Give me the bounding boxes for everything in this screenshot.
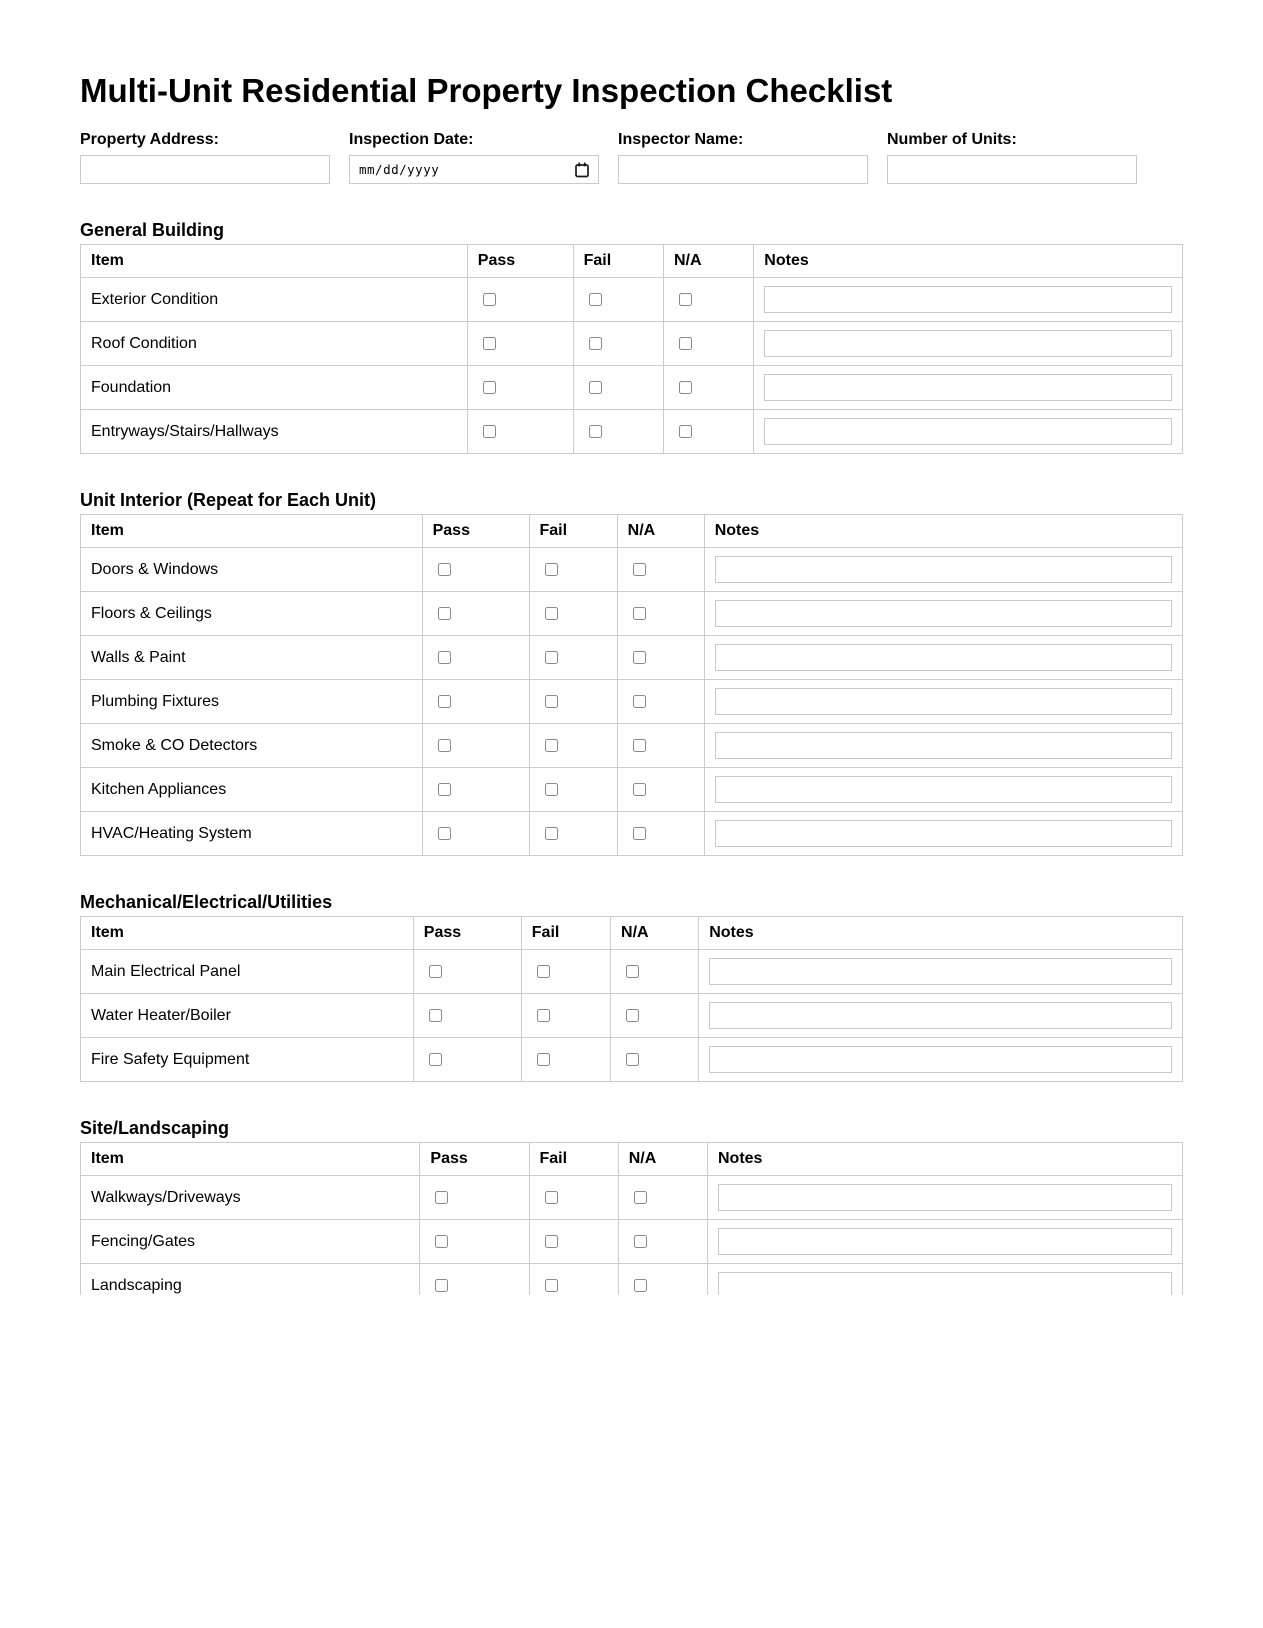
- roof-condition-notes-input[interactable]: [764, 330, 1172, 357]
- walls-paint-notes-input[interactable]: [715, 644, 1172, 671]
- smoke-co-detectors-fail-checkbox[interactable]: [545, 739, 558, 752]
- field-number-of-units: [887, 131, 1137, 184]
- column-header-item: Item: [81, 245, 468, 278]
- fire-safety-equipment-fail-checkbox[interactable]: [537, 1053, 550, 1066]
- column-header-na: N/A: [663, 245, 753, 278]
- column-header-pass: Pass: [422, 515, 529, 548]
- fail-cell: [521, 994, 610, 1038]
- main-electrical-panel-pass-checkbox[interactable]: [429, 965, 442, 978]
- section-mechanical-electrical-utilities: [80, 892, 1183, 1082]
- section-heading-general-building: General Building: [80, 220, 225, 240]
- header-fields: [80, 131, 1183, 184]
- walkways-driveways-pass-checkbox[interactable]: [435, 1191, 448, 1204]
- floors-ceilings-na-checkbox[interactable]: [633, 607, 646, 620]
- kitchen-appliances-pass-checkbox[interactable]: [438, 783, 451, 796]
- number-of-units-input[interactable]: [887, 155, 1137, 184]
- landscaping-fail-checkbox[interactable]: [545, 1279, 558, 1292]
- hvac-heating-system-na-checkbox[interactable]: [633, 827, 646, 840]
- section-general-building: [80, 220, 1183, 454]
- fail-cell: [521, 1038, 610, 1082]
- table-row-walls-paint: [81, 636, 1183, 680]
- item-label-landscaping: Landscaping: [81, 1264, 420, 1296]
- column-header-na: N/A: [618, 1143, 707, 1176]
- column-header-pass: Pass: [467, 245, 573, 278]
- entryways-stairs-hallways-pass-checkbox[interactable]: [483, 425, 496, 438]
- landscaping-pass-checkbox[interactable]: [435, 1279, 448, 1292]
- section-heading-mechanical-electrical-utilities: Mechanical/Electrical/Utilities: [80, 892, 333, 912]
- header-row: [81, 515, 1183, 548]
- item-label-smoke-co-detectors: Smoke & CO Detectors: [81, 724, 423, 768]
- pass-cell: [467, 278, 573, 322]
- table-row-floors-ceilings: [81, 592, 1183, 636]
- foundation-pass-checkbox[interactable]: [483, 381, 496, 394]
- plumbing-fixtures-fail-checkbox[interactable]: [545, 695, 558, 708]
- table-row-landscaping: [81, 1264, 1183, 1296]
- notes-cell: [699, 950, 1183, 994]
- fail-cell: [529, 680, 617, 724]
- notes-cell: [704, 592, 1182, 636]
- na-cell: [663, 366, 753, 410]
- fail-cell: [529, 768, 617, 812]
- pass-cell: [467, 366, 573, 410]
- item-label-fire-safety-equipment: Fire Safety Equipment: [81, 1038, 414, 1082]
- fail-cell: [573, 278, 663, 322]
- fail-cell: [573, 366, 663, 410]
- column-header-notes: Notes: [708, 1143, 1183, 1176]
- table-row-exterior-condition: [81, 278, 1183, 322]
- hvac-heating-system-notes-input[interactable]: [715, 820, 1172, 847]
- water-heater-boiler-pass-checkbox[interactable]: [429, 1009, 442, 1022]
- notes-cell: [754, 278, 1183, 322]
- item-label-kitchen-appliances: Kitchen Appliances: [81, 768, 423, 812]
- notes-cell: [754, 322, 1183, 366]
- exterior-condition-pass-checkbox[interactable]: [483, 293, 496, 306]
- item-label-fencing-gates: Fencing/Gates: [81, 1220, 420, 1264]
- section-heading-site-landscaping: Site/Landscaping: [80, 1118, 230, 1138]
- table-row-fencing-gates: [81, 1220, 1183, 1264]
- entryways-stairs-hallways-na-checkbox[interactable]: [679, 425, 692, 438]
- field-property-address: [80, 131, 330, 184]
- walls-paint-fail-checkbox[interactable]: [545, 651, 558, 664]
- inspection-date-input[interactable]: [349, 155, 599, 184]
- na-cell: [617, 812, 704, 856]
- fail-cell: [529, 724, 617, 768]
- mechanical-electrical-utilities-table: [80, 916, 1183, 1082]
- roof-condition-na-checkbox[interactable]: [679, 337, 692, 350]
- table-row-hvac-heating-system: [81, 812, 1183, 856]
- calendar-icon[interactable]: [575, 162, 589, 178]
- column-header-item: Item: [81, 917, 414, 950]
- fire-safety-equipment-pass-checkbox[interactable]: [429, 1053, 442, 1066]
- column-header-notes: Notes: [699, 917, 1183, 950]
- pass-cell: [467, 410, 573, 454]
- fire-safety-equipment-notes-input[interactable]: [709, 1046, 1172, 1073]
- table-row-main-electrical-panel: [81, 950, 1183, 994]
- pass-cell: [422, 680, 529, 724]
- header-row: [81, 245, 1183, 278]
- main-electrical-panel-notes-input[interactable]: [709, 958, 1172, 985]
- main-electrical-panel-na-checkbox[interactable]: [626, 965, 639, 978]
- fail-cell: [573, 410, 663, 454]
- notes-cell: [704, 636, 1182, 680]
- column-header-fail: Fail: [529, 515, 617, 548]
- na-cell: [618, 1176, 707, 1220]
- na-cell: [617, 724, 704, 768]
- notes-cell: [704, 548, 1182, 592]
- fail-cell: [529, 1264, 618, 1296]
- notes-cell: [699, 1038, 1183, 1082]
- kitchen-appliances-notes-input[interactable]: [715, 776, 1172, 803]
- fail-cell: [529, 548, 617, 592]
- na-cell: [617, 636, 704, 680]
- pass-cell: [420, 1176, 529, 1220]
- kitchen-appliances-na-checkbox[interactable]: [633, 783, 646, 796]
- table-row-entryways-stairs-hallways: [81, 410, 1183, 454]
- column-header-notes: Notes: [754, 245, 1183, 278]
- walkways-driveways-fail-checkbox[interactable]: [545, 1191, 558, 1204]
- site-landscaping-table: [80, 1142, 1183, 1295]
- pass-cell: [413, 950, 521, 994]
- notes-cell: [708, 1220, 1183, 1264]
- number-of-units-label: Number of Units:: [887, 131, 1017, 148]
- table-row-foundation: [81, 366, 1183, 410]
- na-cell: [618, 1264, 707, 1296]
- item-label-exterior-condition: Exterior Condition: [81, 278, 468, 322]
- item-label-roof-condition: Roof Condition: [81, 322, 468, 366]
- field-inspector-name: [618, 131, 868, 184]
- landscaping-notes-input[interactable]: [718, 1272, 1172, 1295]
- fail-cell: [521, 950, 610, 994]
- na-cell: [611, 950, 699, 994]
- inspector-name-label: Inspector Name:: [618, 131, 744, 148]
- pass-cell: [422, 768, 529, 812]
- floors-ceilings-notes-input[interactable]: [715, 600, 1172, 627]
- column-header-fail: Fail: [529, 1143, 618, 1176]
- exterior-condition-na-checkbox[interactable]: [679, 293, 692, 306]
- general-building-table: [80, 244, 1183, 454]
- kitchen-appliances-fail-checkbox[interactable]: [545, 783, 558, 796]
- checklist-sections: [80, 220, 1183, 1295]
- pass-cell: [420, 1264, 529, 1296]
- roof-condition-pass-checkbox[interactable]: [483, 337, 496, 350]
- doors-windows-pass-checkbox[interactable]: [438, 563, 451, 576]
- section-site-landscaping: [80, 1118, 1183, 1295]
- table-row-doors-windows: [81, 548, 1183, 592]
- na-cell: [663, 322, 753, 366]
- column-header-pass: Pass: [413, 917, 521, 950]
- landscaping-na-checkbox[interactable]: [634, 1279, 647, 1292]
- notes-cell: [704, 724, 1182, 768]
- item-label-walls-paint: Walls & Paint: [81, 636, 423, 680]
- na-cell: [663, 278, 753, 322]
- inspection-date-placeholder: mm/dd/yyyy: [359, 162, 440, 177]
- foundation-fail-checkbox[interactable]: [589, 381, 602, 394]
- water-heater-boiler-na-checkbox[interactable]: [626, 1009, 639, 1022]
- header-row: [81, 917, 1183, 950]
- notes-cell: [704, 768, 1182, 812]
- entryways-stairs-hallways-fail-checkbox[interactable]: [589, 425, 602, 438]
- column-header-na: N/A: [611, 917, 699, 950]
- section-heading-unit-interior: Unit Interior (Repeat for Each Unit): [80, 490, 377, 510]
- fencing-gates-pass-checkbox[interactable]: [435, 1235, 448, 1248]
- foundation-na-checkbox[interactable]: [679, 381, 692, 394]
- fail-cell: [529, 1220, 618, 1264]
- smoke-co-detectors-na-checkbox[interactable]: [633, 739, 646, 752]
- column-header-na: N/A: [617, 515, 704, 548]
- table-row-plumbing-fixtures: [81, 680, 1183, 724]
- na-cell: [617, 548, 704, 592]
- property-address-input[interactable]: [80, 155, 330, 184]
- pass-cell: [413, 994, 521, 1038]
- na-cell: [611, 994, 699, 1038]
- fencing-gates-fail-checkbox[interactable]: [545, 1235, 558, 1248]
- fail-cell: [529, 1176, 618, 1220]
- na-cell: [611, 1038, 699, 1082]
- pass-cell: [422, 812, 529, 856]
- exterior-condition-notes-input[interactable]: [764, 286, 1172, 313]
- na-cell: [617, 592, 704, 636]
- page-title: Multi-Unit Residential Property Inspection Checklist: [80, 72, 893, 109]
- item-label-walkways-driveways: Walkways/Driveways: [81, 1176, 420, 1220]
- fail-cell: [529, 592, 617, 636]
- column-header-item: Item: [81, 1143, 420, 1176]
- water-heater-boiler-notes-input[interactable]: [709, 1002, 1172, 1029]
- smoke-co-detectors-pass-checkbox[interactable]: [438, 739, 451, 752]
- item-label-doors-windows: Doors & Windows: [81, 548, 423, 592]
- notes-cell: [754, 410, 1183, 454]
- fencing-gates-notes-input[interactable]: [718, 1228, 1172, 1255]
- field-inspection-date: [349, 131, 599, 184]
- roof-condition-fail-checkbox[interactable]: [589, 337, 602, 350]
- section-unit-interior: [80, 490, 1183, 856]
- item-label-floors-ceilings: Floors & Ceilings: [81, 592, 423, 636]
- item-label-foundation: Foundation: [81, 366, 468, 410]
- column-header-notes: Notes: [704, 515, 1182, 548]
- table-row-water-heater-boiler: [81, 994, 1183, 1038]
- na-cell: [617, 680, 704, 724]
- notes-cell: [708, 1264, 1183, 1296]
- na-cell: [617, 768, 704, 812]
- na-cell: [618, 1220, 707, 1264]
- walkways-driveways-na-checkbox[interactable]: [634, 1191, 647, 1204]
- doors-windows-fail-checkbox[interactable]: [545, 563, 558, 576]
- plumbing-fixtures-notes-input[interactable]: [715, 688, 1172, 715]
- item-label-plumbing-fixtures: Plumbing Fixtures: [81, 680, 423, 724]
- notes-cell: [704, 812, 1182, 856]
- item-label-water-heater-boiler: Water Heater/Boiler: [81, 994, 414, 1038]
- unit-interior-table: [80, 514, 1183, 856]
- pass-cell: [422, 636, 529, 680]
- fail-cell: [529, 636, 617, 680]
- column-header-pass: Pass: [420, 1143, 529, 1176]
- entryways-stairs-hallways-notes-input[interactable]: [764, 418, 1172, 445]
- table-row-smoke-co-detectors: [81, 724, 1183, 768]
- fail-cell: [529, 812, 617, 856]
- table-row-kitchen-appliances: [81, 768, 1183, 812]
- na-cell: [663, 410, 753, 454]
- pass-cell: [420, 1220, 529, 1264]
- walls-paint-pass-checkbox[interactable]: [438, 651, 451, 664]
- pass-cell: [422, 592, 529, 636]
- hvac-heating-system-pass-checkbox[interactable]: [438, 827, 451, 840]
- header-row: [81, 1143, 1183, 1176]
- hvac-heating-system-fail-checkbox[interactable]: [545, 827, 558, 840]
- floors-ceilings-fail-checkbox[interactable]: [545, 607, 558, 620]
- column-header-item: Item: [81, 515, 423, 548]
- column-header-fail: Fail: [521, 917, 610, 950]
- fencing-gates-na-checkbox[interactable]: [634, 1235, 647, 1248]
- notes-cell: [708, 1176, 1183, 1220]
- item-label-hvac-heating-system: HVAC/Heating System: [81, 812, 423, 856]
- property-address-label: Property Address:: [80, 131, 219, 148]
- inspector-name-input[interactable]: [618, 155, 868, 184]
- floors-ceilings-pass-checkbox[interactable]: [438, 607, 451, 620]
- main-electrical-panel-fail-checkbox[interactable]: [537, 965, 550, 978]
- exterior-condition-fail-checkbox[interactable]: [589, 293, 602, 306]
- foundation-notes-input[interactable]: [764, 374, 1172, 401]
- plumbing-fixtures-pass-checkbox[interactable]: [438, 695, 451, 708]
- inspection-date-label: Inspection Date:: [349, 131, 474, 148]
- doors-windows-na-checkbox[interactable]: [633, 563, 646, 576]
- notes-cell: [699, 994, 1183, 1038]
- fail-cell: [573, 322, 663, 366]
- pass-cell: [422, 724, 529, 768]
- item-label-entryways-stairs-hallways: Entryways/Stairs/Hallways: [81, 410, 468, 454]
- table-row-roof-condition: [81, 322, 1183, 366]
- doors-windows-notes-input[interactable]: [715, 556, 1172, 583]
- notes-cell: [704, 680, 1182, 724]
- table-row-walkways-driveways: [81, 1176, 1183, 1220]
- fire-safety-equipment-na-checkbox[interactable]: [626, 1053, 639, 1066]
- walls-paint-na-checkbox[interactable]: [633, 651, 646, 664]
- table-row-fire-safety-equipment: [81, 1038, 1183, 1082]
- column-header-fail: Fail: [573, 245, 663, 278]
- plumbing-fixtures-na-checkbox[interactable]: [633, 695, 646, 708]
- smoke-co-detectors-notes-input[interactable]: [715, 732, 1172, 759]
- walkways-driveways-notes-input[interactable]: [718, 1184, 1172, 1211]
- item-label-main-electrical-panel: Main Electrical Panel: [81, 950, 414, 994]
- pass-cell: [467, 322, 573, 366]
- notes-cell: [754, 366, 1183, 410]
- pass-cell: [422, 548, 529, 592]
- water-heater-boiler-fail-checkbox[interactable]: [537, 1009, 550, 1022]
- pass-cell: [413, 1038, 521, 1082]
